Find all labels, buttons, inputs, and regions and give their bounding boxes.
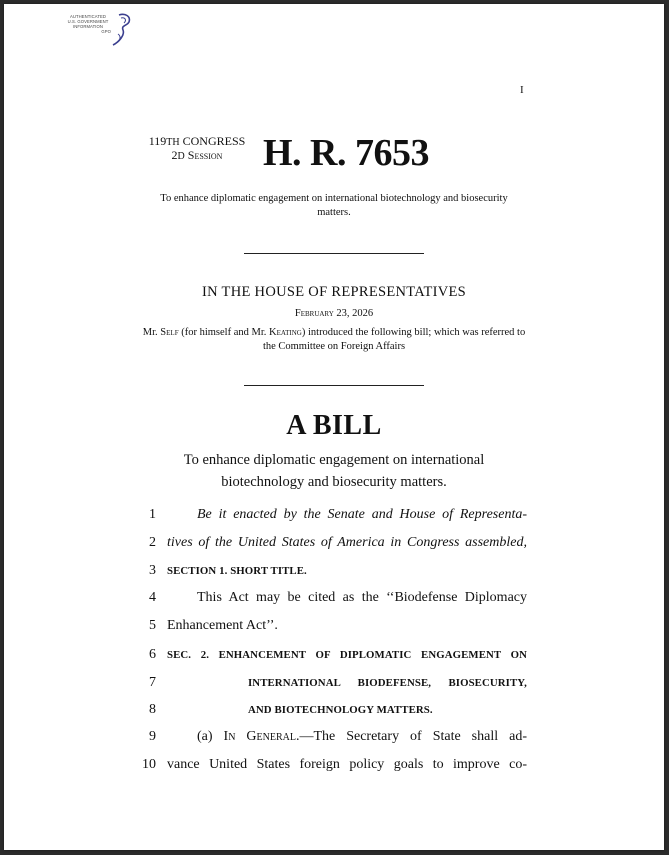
eagle-icon (109, 12, 133, 48)
bill-line (4, 501, 664, 529)
bill-number: H. R. 7653 (263, 132, 429, 174)
subsection-text: .—The Secretary of State shall ad- (295, 729, 527, 744)
intro-prefix: Mr. (142, 327, 161, 338)
session-number: 2 (171, 148, 178, 162)
bill-line (4, 529, 664, 557)
intro-part-2: ) introduced the following bill; which was referred to the Committee on Foreign Affairs (262, 327, 526, 352)
subsection-heading: In General (223, 729, 296, 744)
sponsor-name: Self (160, 327, 179, 338)
line-number: 10 (142, 757, 156, 772)
gpo-logo-text-1: AUTHENTICATED (69, 14, 107, 19)
section-heading: AND BIOTECHNOLOGY MATTERS. (248, 704, 433, 716)
line-text: tives of the United States of America in Congress assembled, (167, 535, 527, 550)
session-label: Session (187, 148, 223, 162)
bill-line (4, 751, 664, 779)
congress-label: CONGRESS (182, 134, 246, 148)
bill-heading: A BILL (286, 410, 382, 441)
bill-line (4, 669, 664, 697)
section-heading: INTERNATIONAL BIODEFENSE, BIOSECURITY, (248, 677, 527, 689)
bill-line (4, 612, 664, 640)
cosponsor-name: Keating (269, 327, 302, 338)
gpo-authenticated-logo (61, 12, 133, 48)
divider-rule (244, 385, 424, 386)
bill-line (4, 584, 664, 612)
bill-line (4, 641, 664, 669)
bill-line (4, 557, 664, 585)
introduction-date: February 23, 2026 (294, 308, 374, 319)
session-suffix: D (177, 151, 185, 162)
line-number: 7 (149, 675, 156, 690)
congress-number: 119 (148, 134, 167, 148)
line-number: 6 (149, 647, 156, 662)
congress-session (142, 135, 252, 163)
line-text: Be it enacted by the Senate and House of Representa- (197, 507, 527, 522)
line-number: 4 (149, 590, 156, 605)
section-heading: SECTION 1. SHORT TITLE. (167, 565, 307, 577)
line-text: vance United States foreign policy goals to improve co- (167, 757, 527, 772)
congress-suffix: TH (166, 137, 180, 148)
bill-purpose: To enhance diplomatic engagement on international biotechnology and biosecurity matters. (183, 452, 485, 490)
subsection-prefix: (a) (197, 729, 224, 744)
line-text (167, 723, 527, 751)
line-text: This Act may be cited as the ‘‘Biodefense Diplomacy (197, 590, 527, 605)
intro-part-1: (for himself and Mr. (178, 327, 269, 338)
document-page (4, 4, 664, 850)
introduction-statement (142, 326, 526, 354)
line-number: 2 (149, 535, 156, 550)
line-number: 9 (149, 729, 156, 744)
divider-rule (244, 253, 424, 254)
section-heading: SEC. 2. ENHANCEMENT OF DIPLOMATIC ENGAGEMENT ON (167, 649, 527, 661)
gpo-logo-text-3: INFORMATION (72, 23, 104, 29)
line-number: 5 (149, 618, 156, 633)
bill-line (4, 696, 664, 724)
gpo-logo-mark: GPO (101, 29, 111, 35)
line-number: 3 (149, 563, 156, 578)
chamber-heading: IN THE HOUSE OF REPRESENTATIVES (201, 284, 467, 300)
line-number: 1 (149, 507, 156, 522)
line-number: 8 (149, 702, 156, 717)
page-number: I (520, 84, 524, 96)
purpose-summary: To enhance diplomatic engagement on international biotechnology and biosecurity matters. (160, 193, 508, 218)
bill-line (4, 723, 664, 751)
line-text: Enhancement Act’’. (167, 618, 278, 633)
gpo-logo-text-2: U.S. GOVERNMENT (67, 18, 109, 24)
